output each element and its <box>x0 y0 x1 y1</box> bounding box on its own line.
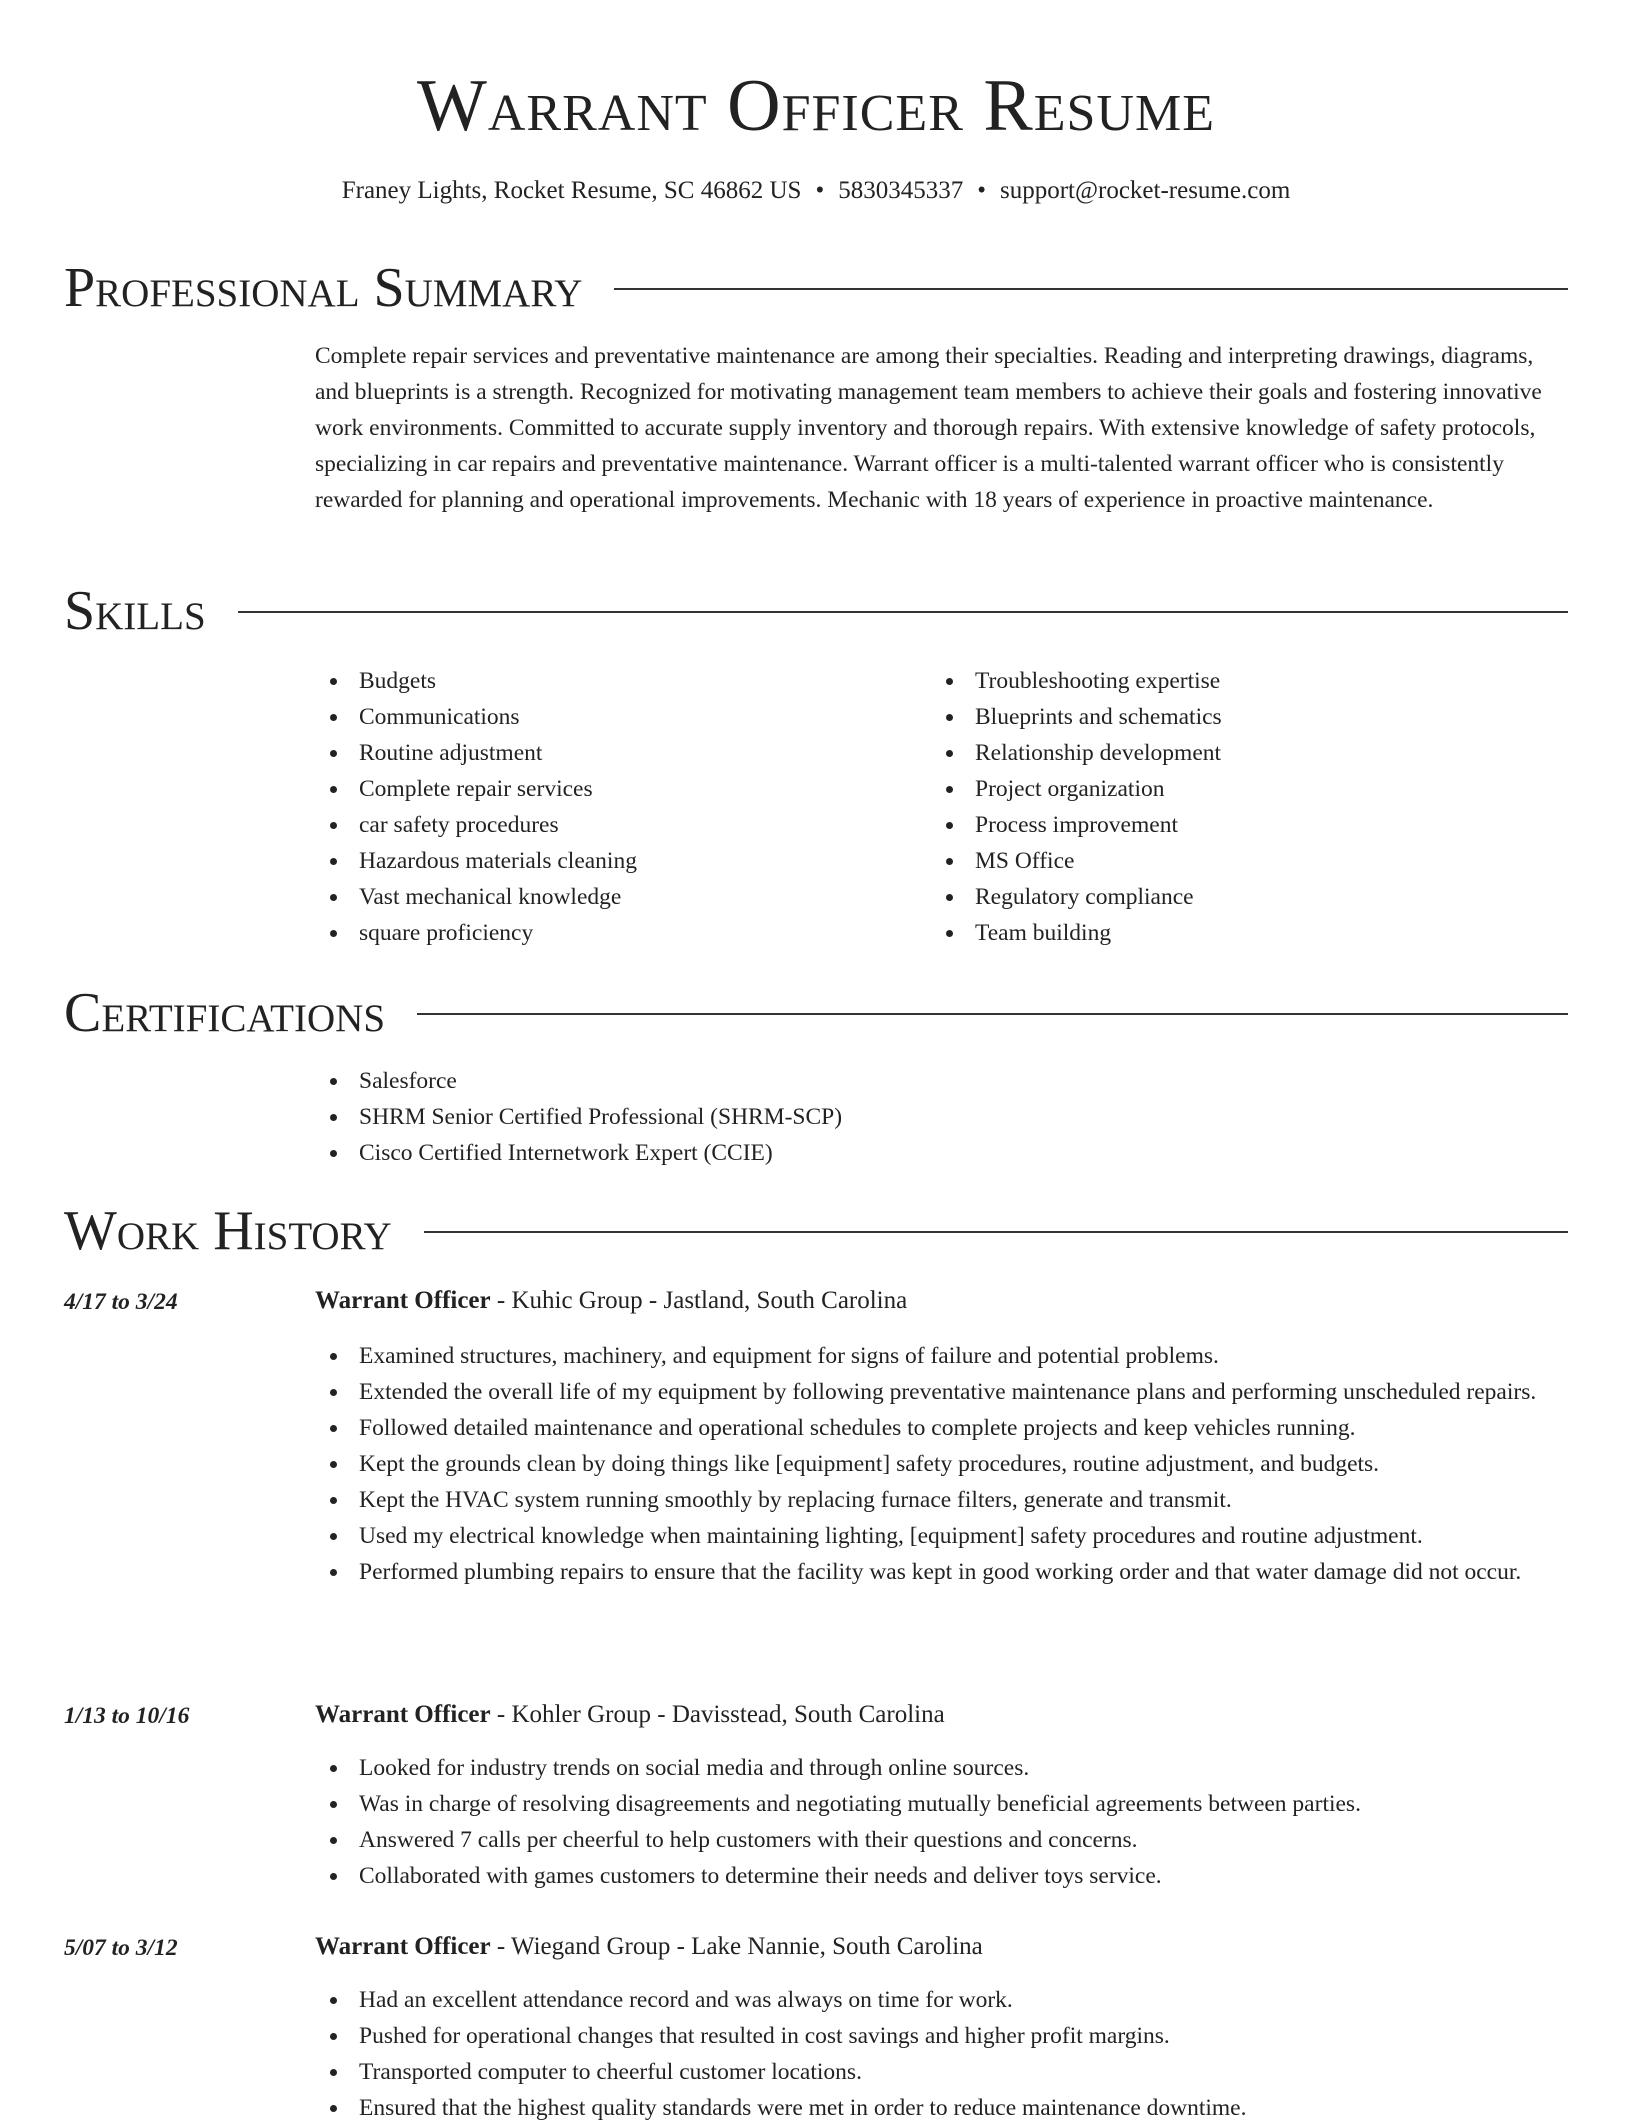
certifications-list <box>315 1063 1565 1171</box>
section-title-summary: Professional Summary <box>64 257 583 319</box>
contact-phone: 5830345337 <box>838 177 964 204</box>
job-duty: Used my electrical knowledge when maintaining lighting, [equipment] safety procedures and routine adjustment. <box>315 1518 1565 1554</box>
skill-item: Regulatory compliance <box>931 879 1491 915</box>
job-employer-location: - Wiegand Group - Lake Nannie, South Carolina <box>490 1933 983 1960</box>
job-duty: Examined structures, machinery, and equipment for signs of failure and potential problems. <box>315 1338 1565 1374</box>
job-duty: Transported computer to cheerful customer locations. <box>315 2054 1565 2090</box>
job-duty: Answered 7 calls per cheerful to help customers with their questions and concerns. <box>315 1822 1565 1858</box>
resume-title: Warrant Officer Resume <box>417 65 1215 147</box>
skill-item: Troubleshooting expertise <box>931 663 1491 699</box>
job-dates: 1/13 to 10/16 <box>64 1703 190 1729</box>
job-heading <box>315 1929 983 1965</box>
skill-item: Budgets <box>315 663 875 699</box>
section-title-work-history: Work History <box>64 1200 392 1262</box>
job-duties-list <box>315 1982 1565 2126</box>
contact-separator: • <box>815 177 825 204</box>
section-divider <box>424 1231 1568 1233</box>
section-title-certifications: Certifications <box>64 982 386 1044</box>
job-duty: Kept the grounds clean by doing things like [equipment] safety procedures, routine adjustment, and budgets. <box>315 1446 1565 1482</box>
job-heading <box>315 1697 945 1733</box>
job-dates: 4/17 to 3/24 <box>64 1289 178 1315</box>
skill-item: Hazardous materials cleaning <box>315 843 875 879</box>
skill-item: MS Office <box>931 843 1491 879</box>
job-dates: 5/07 to 3/12 <box>64 1935 178 1961</box>
contact-separator: • <box>977 177 986 204</box>
job-duty: Extended the overall life of my equipment by following preventative maintenance plans and performing unscheduled repairs. <box>315 1374 1565 1410</box>
skill-item: car safety procedures <box>315 807 875 843</box>
job-duties <box>315 1338 1565 1590</box>
skills-column-right <box>931 663 1491 951</box>
certification-item: Salesforce <box>315 1063 1565 1099</box>
job-duty: Was in charge of resolving disagreements and negotiating mutually beneficial agreements between parties. <box>315 1786 1565 1822</box>
skill-item: Complete repair services <box>315 771 875 807</box>
job-duties-list <box>315 1750 1565 1894</box>
contact-address: Franey Lights, Rocket Resume, SC 46862 US <box>341 177 802 204</box>
section-header-certifications <box>64 981 1568 1045</box>
skill-item: Relationship development <box>931 735 1491 771</box>
job-duty: Performed plumbing repairs to ensure that the facility was kept in good working order and that water damage did not occur. <box>315 1554 1565 1590</box>
section-divider <box>614 288 1568 290</box>
section-header-skills <box>64 579 1568 643</box>
contact-line <box>0 174 1632 208</box>
job-heading <box>315 1283 907 1319</box>
section-title-skills: Skills <box>64 580 206 642</box>
section-divider <box>417 1013 1568 1015</box>
job-employer-location: - Kohler Group - Davisstead, South Carolina <box>490 1701 945 1728</box>
job-duty: Kept the HVAC system running smoothly by replacing furnace filters, generate and transmit. <box>315 1482 1565 1518</box>
job-title: Warrant Officer <box>315 1933 491 1960</box>
skill-item: Process improvement <box>931 807 1491 843</box>
skill-item: Vast mechanical knowledge <box>315 879 875 915</box>
certifications-block <box>315 1063 1565 1171</box>
certification-item: SHRM Senior Certified Professional (SHRM-SCP) <box>315 1099 1565 1135</box>
skill-item: Blueprints and schematics <box>931 699 1491 735</box>
skill-item: Project organization <box>931 771 1491 807</box>
section-header-summary <box>64 256 1568 320</box>
job-duty: Pushed for operational changes that resulted in cost savings and higher profit margins. <box>315 2018 1565 2054</box>
job-title: Warrant Officer <box>315 1287 491 1314</box>
skill-item: Routine adjustment <box>315 735 875 771</box>
section-divider <box>238 611 1568 613</box>
job-duty: Ensured that the highest quality standards were met in order to reduce maintenance downtime. <box>315 2090 1565 2126</box>
skills-column-left <box>315 663 875 951</box>
job-duty: Looked for industry trends on social media and through online sources. <box>315 1750 1565 1786</box>
job-duties <box>315 1750 1565 1894</box>
job-duty: Followed detailed maintenance and operational schedules to complete projects and keep vehicles running. <box>315 1410 1565 1446</box>
certification-item: Cisco Certified Internetwork Expert (CCIE) <box>315 1135 1565 1171</box>
section-header-work-history <box>64 1199 1568 1263</box>
summary-text: Complete repair services and preventative maintenance are among their specialties. Reading and interpreting drawings, diagrams, and blueprints is a strength. Recognized for motivating management team members to achieve their goals and fostering innovative work environments. Committed to accurate supply inventory and thorough repairs. With extensive knowledge of safety protocols, specializing in car repairs and preventative maintenance. Warrant officer is a multi-talented warrant officer who is consistently rewarded for planning and operational improvements. Mechanic with 18 years of experience in proactive maintenance. <box>315 343 1542 513</box>
job-duties-list <box>315 1338 1565 1590</box>
job-duties <box>315 1982 1565 2126</box>
skill-item: Team building <box>931 915 1491 951</box>
job-title: Warrant Officer <box>315 1701 491 1728</box>
skills-list-left <box>315 663 875 951</box>
job-duty: Had an excellent attendance record and was always on time for work. <box>315 1982 1565 2018</box>
job-duty: Collaborated with games customers to determine their needs and deliver toys service. <box>315 1858 1565 1894</box>
skill-item: square proficiency <box>315 915 875 951</box>
skills-list-right <box>931 663 1491 951</box>
contact-email[interactable]: support@rocket-resume.com <box>999 177 1291 204</box>
job-employer-location: - Kuhic Group - Jastland, South Carolina <box>490 1287 908 1314</box>
skill-item: Communications <box>315 699 875 735</box>
